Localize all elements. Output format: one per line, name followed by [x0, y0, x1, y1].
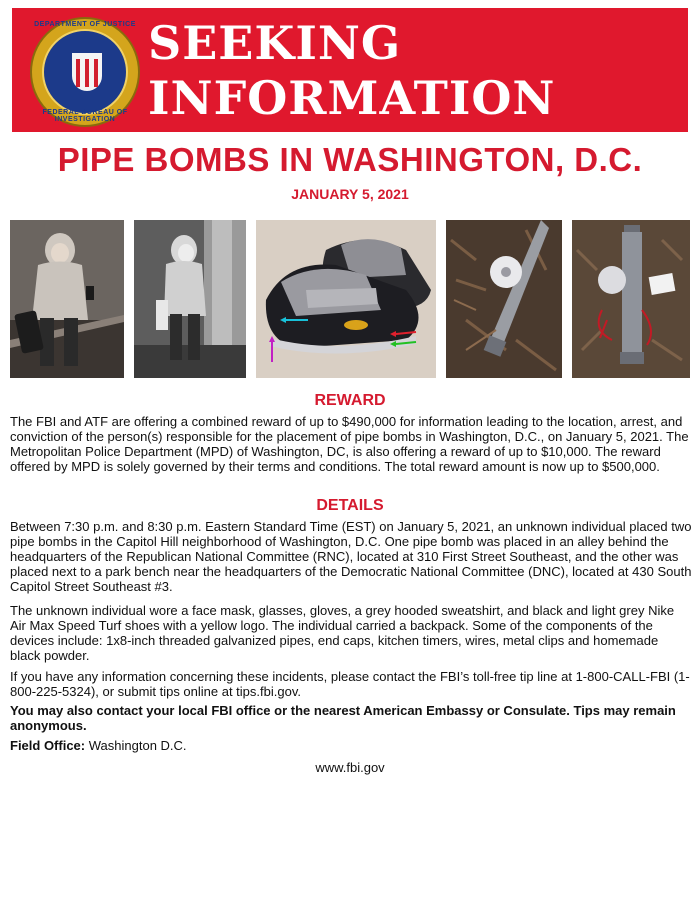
reward-text: The FBI and ATF are offering a combined reward of up to $490,000 for information leading to the location, arrest, and conviction of the person(s) responsible for the placement of pipe bombs in Washington, D.C., on January 5, 2021. The Metropolitan Police Department (MPD) of Washington, DC, is also offering a reward of up to $10,000. The reward offered by MPD is solely governed by their terms and conditions. The total reward amount is now up to $500,000. [10, 414, 689, 474]
details-paragraph-3: If you have any information concerning these incidents, please contact the FBI’s toll-free tip line at 1-800-CALL-FBI (1-800-225-5324), or submit tips online at tips.fbi.gov. [10, 669, 690, 699]
details-paragraph-4: You may also contact your local FBI office or the nearest American Embassy or Consulate. Tips may remain anonymous. [10, 703, 676, 733]
banner-title-line1: SEEKING [148, 16, 402, 70]
photo-pipe-bomb-2 [572, 220, 690, 378]
fbi-seal-icon [30, 17, 140, 127]
seal-text-bottom: FEDERAL BUREAU OF INVESTIGATION [42, 109, 128, 123]
photo-shoes [256, 220, 436, 378]
case-date: JANUARY 5, 2021 [291, 186, 409, 202]
details-paragraph-1: Between 7:30 p.m. and 8:30 p.m. Eastern Standard Time (EST) on January 5, 2021, an unknown individual placed two pipe bombs in the Capitol Hill neighborhood of Washington, D.C. One pipe bomb was placed in an alley behind the headquarters of the Republican National Committee (RNC), located at 310 First Street Southeast, and the other was placed next to a park bench near the headquarters of the Democratic National Committee (DNC), located at 430 South Capitol Street Southeast #3. [10, 519, 692, 594]
details-paragraph-2: The unknown individual wore a face mask, glasses, gloves, a grey hooded sweatshirt, and black and light grey Nike Air Max Speed Turf shoes with a yellow logo. The individual carried a backpack. Some of the components of the devices include: 1x8-inch threaded galvanized pipes, end caps, kitchen timers, wires, metal clips and homemade black powder. [10, 603, 675, 663]
banner-title [148, 16, 555, 126]
header-banner [12, 8, 688, 132]
photo-suspect-1 [10, 220, 124, 378]
banner-title-line2: INFORMATION [148, 71, 556, 125]
details-heading: DETAILS [316, 497, 384, 514]
footer-url-link[interactable]: www.fbi.gov [315, 760, 385, 775]
field-office [10, 738, 692, 753]
case-title: PIPE BOMBS IN WASHINGTON, D.C. [57, 141, 643, 178]
seal-text-top: DEPARTMENT OF JUSTICE [34, 21, 136, 28]
field-office-label: Field Office: [10, 738, 86, 753]
field-office-value: Washington D.C. [88, 738, 187, 753]
photo-suspect-2 [134, 220, 246, 378]
photo-pipe-bomb-1 [446, 220, 562, 378]
reward-heading: REWARD [314, 392, 386, 409]
